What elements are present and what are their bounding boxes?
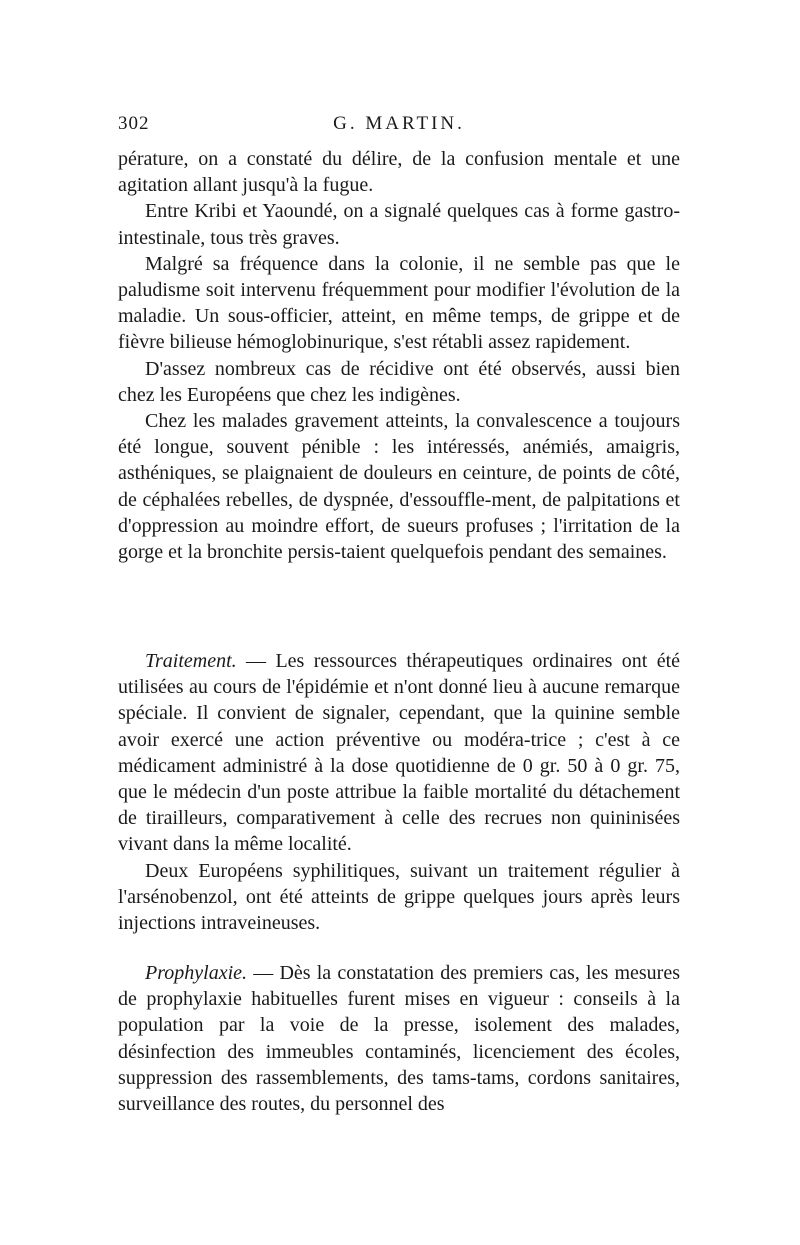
traitement-section	[118, 648, 680, 936]
paragraph: Chez les malades gravement atteints, la convalescence a toujours été longue, souvent pénible : les intéressés, anémiés, amaigris, asthéniques, se plaignaient de douleurs en ceinture, de points de côté, de céphalées rebelles, de dyspnée, d'essouffle-ment, de palpitations et d'oppression au moindre effort, de sueurs profuses ; l'irritation de la gorge et la bronchite persis-taient quelquefois pendant des semaines.	[118, 410, 680, 564]
section-heading-traitement: Traitement.	[145, 650, 237, 672]
paragraph: pérature, on a constaté du délire, de la confusion mentale et une agitation allant jusqu'à la fugue.	[118, 148, 680, 197]
paragraph: Malgré sa fréquence dans la colonie, il ne semble pas que le paludisme soit intervenu fréquemment pour modifier l'évolution de la maladie. Un sous-officier, atteint, en même temps, de grippe et de fièvre bilieuse hémoglobinurique, s'est rétabli assez rapidement.	[118, 252, 680, 354]
paragraph	[118, 960, 680, 1117]
running-head	[118, 113, 680, 139]
heading-dash: —	[247, 962, 280, 984]
paragraph: D'assez nombreux cas de récidive ont été observés, aussi bien chez les Européens que chez les indigènes.	[118, 357, 680, 406]
heading-dash: —	[236, 650, 276, 672]
prophylaxie-section	[118, 960, 680, 1117]
intro-section	[118, 146, 680, 565]
paragraph-text: Les ressources thérapeutiques ordinaires ont été utilisées au cours de l'épidémie et n'ont donné lieu à aucune remarque spéciale. Il convient de signaler, cependant, que la quinine semble avoir exercé une action préventive ou modéra-trice ; c'est à ce médicament administré à la dose quotidienne de 0 gr. 50 à 0 gr. 75, que le médecin d'un poste attribue la faible mortalité du détachement de tirailleurs, comparativement à celle des recrues non quininisées vivant dans la même localité.	[118, 650, 681, 856]
paragraph: Deux Européens syphilitiques, suivant un traitement régulier à l'arsénobenzol, ont été atteints de grippe quelques jours après leurs injections intraveineuses.	[118, 859, 680, 935]
running-head-author: G. MARTIN.	[333, 113, 465, 134]
paragraph	[118, 648, 680, 858]
paragraph-text: Dès la constatation des premiers cas, les mesures de prophylaxie habituelles furent mises en vigueur : conseils à la population par la voie de la presse, isolement des malades, désinfection des immeubles contaminés, licenciement des écoles, suppression des rassemblements, des tams-tams, cordons sanitaires, surveillance des routes, du personnel des	[118, 962, 680, 1116]
section-heading-prophylaxie: Prophylaxie.	[145, 962, 248, 984]
paragraph: Entre Kribi et Yaoundé, on a signalé quelques cas à forme gastro-intestinale, tous très graves.	[118, 200, 680, 249]
page-number: 302	[118, 113, 150, 134]
